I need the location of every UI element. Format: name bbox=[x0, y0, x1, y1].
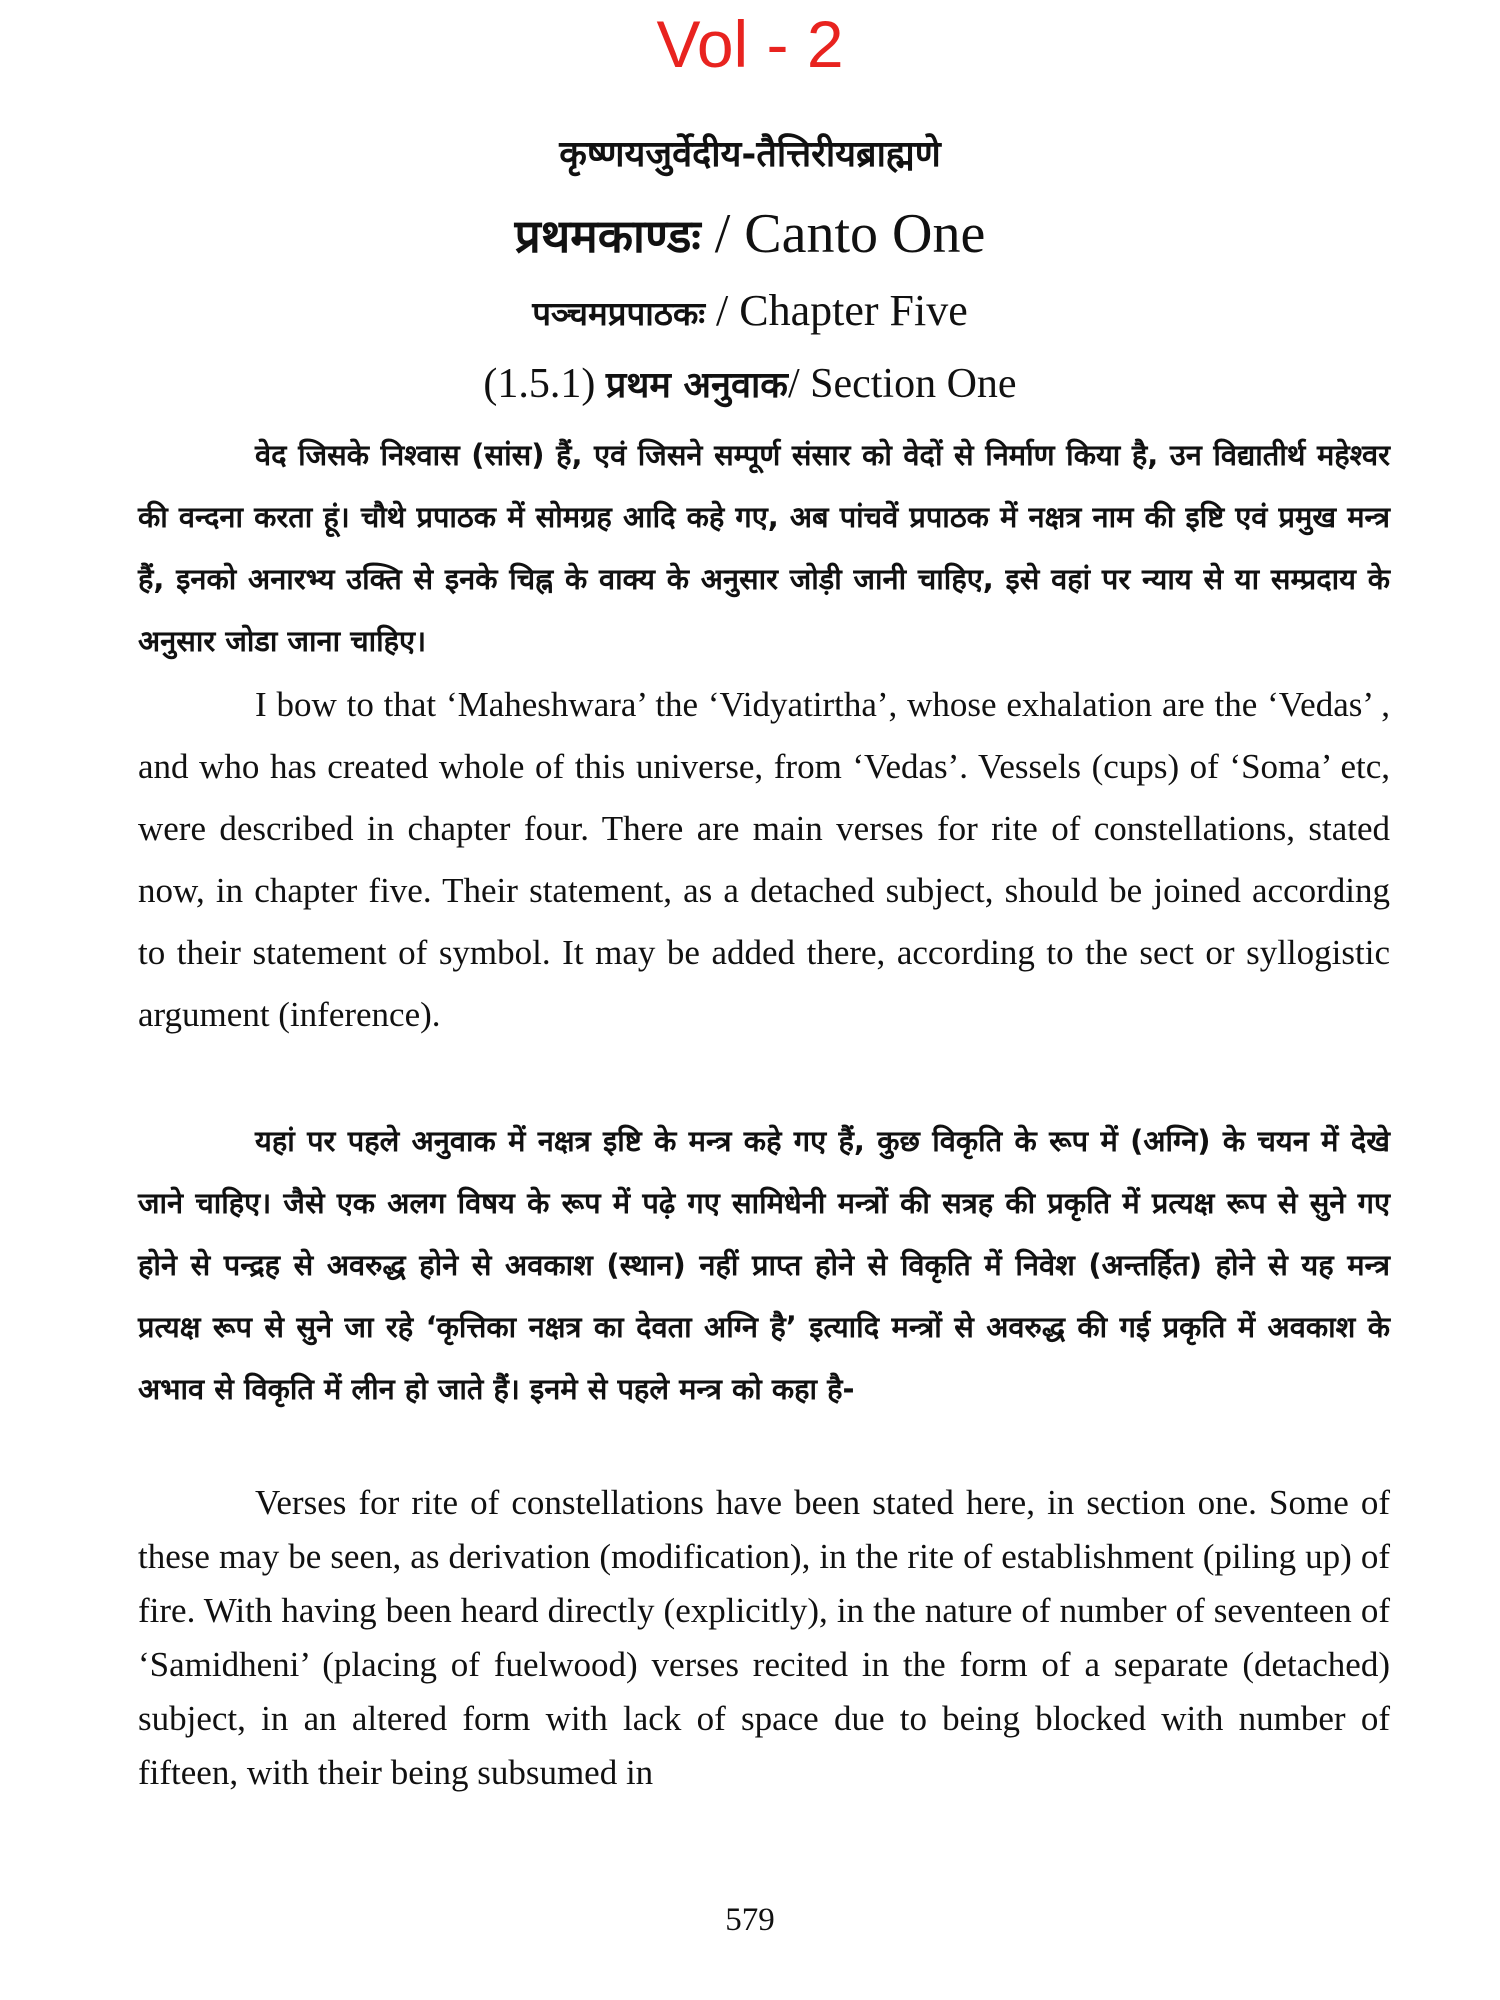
canto-heading-separator: / bbox=[700, 203, 745, 265]
section-heading-english: Section One bbox=[810, 361, 1017, 407]
english-paragraph-section-one: Verses for rite of constellations have been stated here, in section one. Some of these may be seen, as derivation (modification), in the rite of establishment (piling up) of fire. With having been heard directly (explicitly), in the nature of number of seventeen of ‘Samidheni’ (placing of fuelwood) verses recited in the form of a separate (detached) subject, in an altered form with lack of space due to being blocked with number of fifteen, with their being subsumed in bbox=[138, 1483, 1390, 1792]
hindi-paragraph-section-one: यहां पर पहले अनुवाक में नक्षत्र इष्टि के मन्त्र कहे गए हैं, कुछ विकृति के रूप में (अग्नि) के चयन में देखे जाने चाहिए। जैसे एक अलग विषय के रूप में पढ़े गए सामिधेनी मन्त्रों की सत्रह की प्रकृति में प्रत्यक्ष रूप से सुने गए होने से पन्द्रह से अवरुद्ध होने से अवकाश (स्थान) नहीं प्राप्त होने से विकृति में निवेश (अन्तर्हित) होने से यह मन्त्र प्रत्यक्ष रूप से सुने जा रहे ‘कृत्तिका नक्षत्र का देवता अग्नि है’ इत्यादि मन्त्रों से अवरुद्ध की गई प्रकृति में अवकाश के अभाव से विकृति में लीन हो जाते हैं। इनमे से पहले मन्त्र को कहा है- bbox=[138, 1124, 1390, 1406]
canto-heading-hindi: प्रथमकाण्डः bbox=[514, 209, 701, 263]
volume-label: Vol - 2 bbox=[656, 7, 844, 81]
chapter-heading bbox=[0, 282, 1500, 349]
hindi-paragraph-intro: वेद जिसके निश्वास (सांस) हैं, एवं जिसने सम्पूर्ण संसार को वेदों से निर्माण किया है, उन विद्यातीर्थ महेश्वर की वन्दना करता हूं। चौथे प्रपाठक में सोमग्रह आदि कहे गए, अब पांचवें प्रपाठक में नक्षत्र नाम की इष्टि एवं प्रमुख मन्त्र हैं, इनको अनारभ्य उक्ति से इनके चिह्न के वाक्य के अनुसार जोड़ी जानी चाहिए, इसे वहां पर न्याय से या सम्प्रदाय के अनुसार जोडा जाना चाहिए। bbox=[138, 438, 1390, 658]
canto-heading-english: Canto One bbox=[744, 203, 986, 265]
page-number: 579 bbox=[725, 1902, 775, 1938]
section-heading-hindi: प्रथम अनुवाक bbox=[605, 365, 788, 406]
english-paragraph-intro: I bow to that ‘Maheshwara’ the ‘Vidyatirtha’, whose exhalation are the ‘Vedas’ , and who has created whole of this universe, from ‘Vedas’. Vessels (cups) of ‘Soma’ etc, were described in chapter four. There are main verses for rite of constellations, stated now, in chapter five. Their statement, as a detached subject, should be joined according to their statement of symbol. It may be added there, according to the sect or syllogistic argument (inference). bbox=[138, 685, 1390, 1034]
chapter-heading-hindi: पञ्चमप्रपाठकः bbox=[532, 294, 705, 333]
veda-title: कृष्णयजुर्वेदीय-तैत्तिरीयब्राह्मणे bbox=[559, 134, 941, 175]
canto-heading bbox=[0, 198, 1500, 271]
chapter-heading-english: Chapter Five bbox=[739, 286, 968, 335]
chapter-heading-separator: / bbox=[705, 286, 740, 335]
section-number: (1.5.1) bbox=[483, 361, 606, 407]
section-heading bbox=[0, 354, 1500, 422]
section-heading-separator: / bbox=[787, 361, 811, 407]
